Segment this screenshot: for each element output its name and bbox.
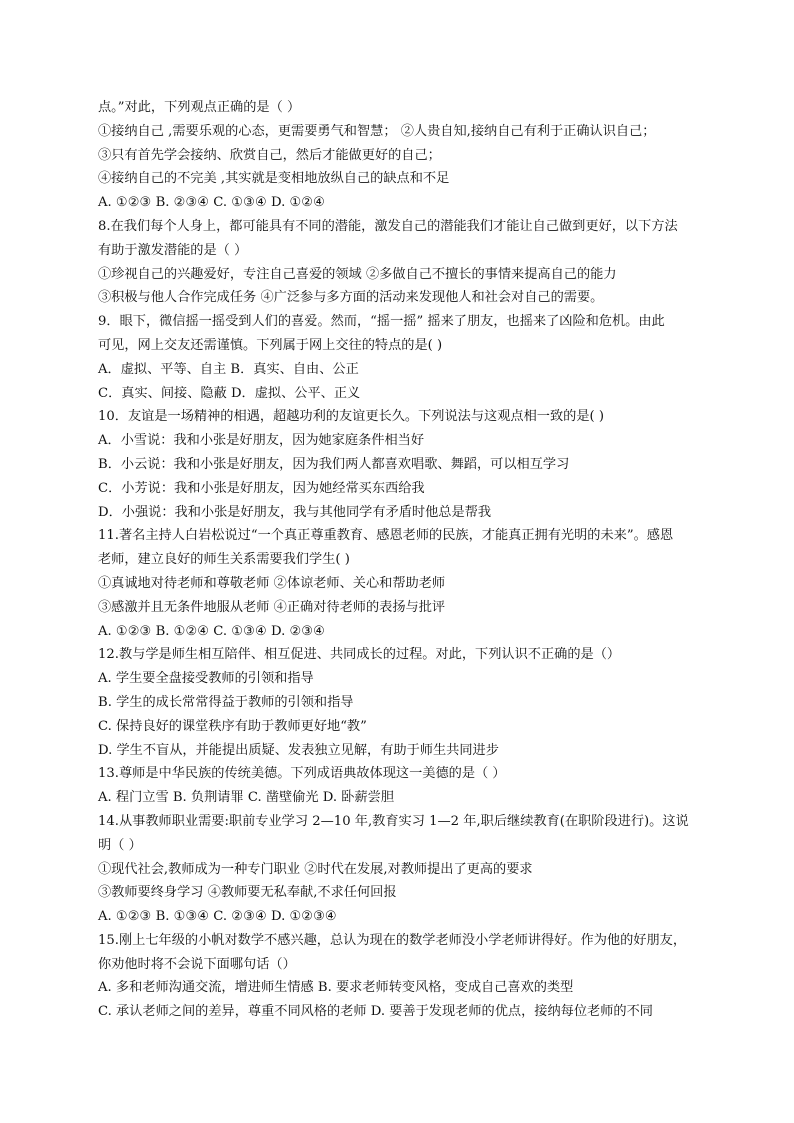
answer-options: A. ①②③ B. ①③④ C. ②③④ D. ①②③④ (98, 909, 337, 925)
text-line: ③积极与他人合作完成任务 ④广泛参与多方面的活动来发现他人和社会对自己的需要。 (98, 290, 604, 306)
answer-option: B. 学生的成长常常得益于教师的引领和指导 (98, 694, 354, 710)
answer-options: C. 承认老师之间的差异，尊重不同风格的老师 D. 要善于发现老师的优点，接纳每位老师的不同 (98, 1004, 653, 1020)
text-line: ③教师要终身学习 ④教师要无私奉献,不求任何回报 (98, 885, 397, 901)
question-11-stem: 11.著名主持人白岩松说过“一个真正尊重教育、感恩老师的民族，才能真正拥有光明的未来”。感恩 (98, 528, 674, 544)
question-14-stem: 14.从事教师职业需要:职前专业学习 2—10 年,教育实习 1—2 年,职后继续教育(在职阶段进行)。这说 (98, 813, 689, 829)
text-line: 可见，网上交友还需谨慎。下列属于网上交往的特点的是( ) (98, 337, 443, 353)
question-10-stem: 10．友谊是一场精神的相遇，超越功利的友谊更长久。下列说法与这观点相一致的是( ) (98, 409, 605, 425)
text-line: ①真诚地对待老师和尊敬老师 ②体谅老师、关心和帮助老师 (98, 575, 446, 591)
answer-option: C. 保持良好的课堂秩序有助于教师更好地“教” (98, 718, 367, 734)
answer-option: C．小芳说：我和小张是好朋友，因为她经常买东西给我 (98, 480, 425, 496)
question-8-stem: 8.在我们每个人身上，都可能具有不同的潜能，激发自己的潜能我们才能让自己做到更好，以下方法 (98, 218, 678, 234)
text-line: 你劝他时将不会说下面哪句话（） (98, 956, 296, 972)
text-line: ①接纳自己 ,需要乐观的心态，更需要勇气和智慧； ②人贵自知,接纳自己有利于正确认识自己； (98, 123, 656, 139)
text-line: ③感激并且无条件地服从老师 ④正确对待老师的表扬与批评 (98, 599, 446, 615)
answer-options: A. ①②③ B. ②③④ C. ①③④ D. ①②④ (98, 195, 325, 211)
answer-options: A. ①②③ B. ①②④ C. ①③④ D. ②③④ (98, 623, 325, 639)
text-line: 点。”对此，下列观点正确的是（ ） (98, 100, 301, 115)
text-line: ①珍视自己的兴趣爱好，专注自己喜爱的领域 ②多做自己不擅长的事情来提高自己的能力 (98, 266, 617, 282)
answer-option: A．小雪说：我和小张是好朋友，因为她家庭条件相当好 (98, 433, 425, 449)
answer-option: D. 学生不盲从，并能提出质疑、发表独立见解，有助于师生共同进步 (98, 742, 499, 758)
text-line: ①现代社会,教师成为一种专门职业 ②时代在发展,对教师提出了更高的要求 (98, 861, 533, 877)
exam-page (98, 96, 718, 1024)
question-15-stem: 15.刚上七年级的小帆对数学不感兴趣，总认为现在的数学老师没小学老师讲得好。作为他的好朋友， (98, 932, 687, 948)
answer-options: A. 程门立雪 B. 负荆请罪 C. 凿壁偷光 D. 卧薪尝胆 (98, 790, 395, 806)
question-12-stem: 12.教与学是师生相互陪伴、相互促进、共同成长的过程。对此，下列认识不正确的是（） (98, 647, 621, 663)
answer-options: A．虚拟、平等、自主 B．真实、自由、公正 (98, 361, 359, 377)
answer-options: A. 多和老师沟通交流，增进师生情感 B. 要求老师转变风格，变成自己喜欢的类型 (98, 980, 574, 996)
answer-option: B．小云说：我和小张是好朋友，因为我们两人都喜欢唱歌、舞蹈，可以相互学习 (98, 456, 570, 472)
text-line: 有助于激发潜能的是（ ） (98, 242, 248, 258)
question-9-stem: 9．眼下，微信摇一摇受到人们的喜爱。然而，“摇一摇” 摇来了朋友，也摇来了凶险和危机。由此 (98, 314, 665, 330)
text-line: 明（ ） (98, 837, 142, 853)
answer-option: D．小强说：我和小张是好朋友，我与其他同学有矛盾时他总是帮我 (98, 504, 492, 520)
answer-options: C．真实、间接、隐蔽 D．虚拟、公平、正义 (98, 385, 361, 401)
question-13-stem: 13.尊师是中华民族的传统美德。下列成语典故体现这一美德的是（ ） (98, 766, 506, 782)
text-line: ③只有首先学会接纳、欣赏自己，然后才能做更好的自己； (98, 147, 441, 163)
text-line: ④接纳自己的不完美 ,其实就是变相地放纵自己的缺点和不足 (98, 171, 450, 187)
text-line: 老师，建立良好的师生关系需要我们学生( ) (98, 552, 350, 568)
answer-option: A. 学生要全盘接受教师的引领和指导 (98, 671, 314, 687)
